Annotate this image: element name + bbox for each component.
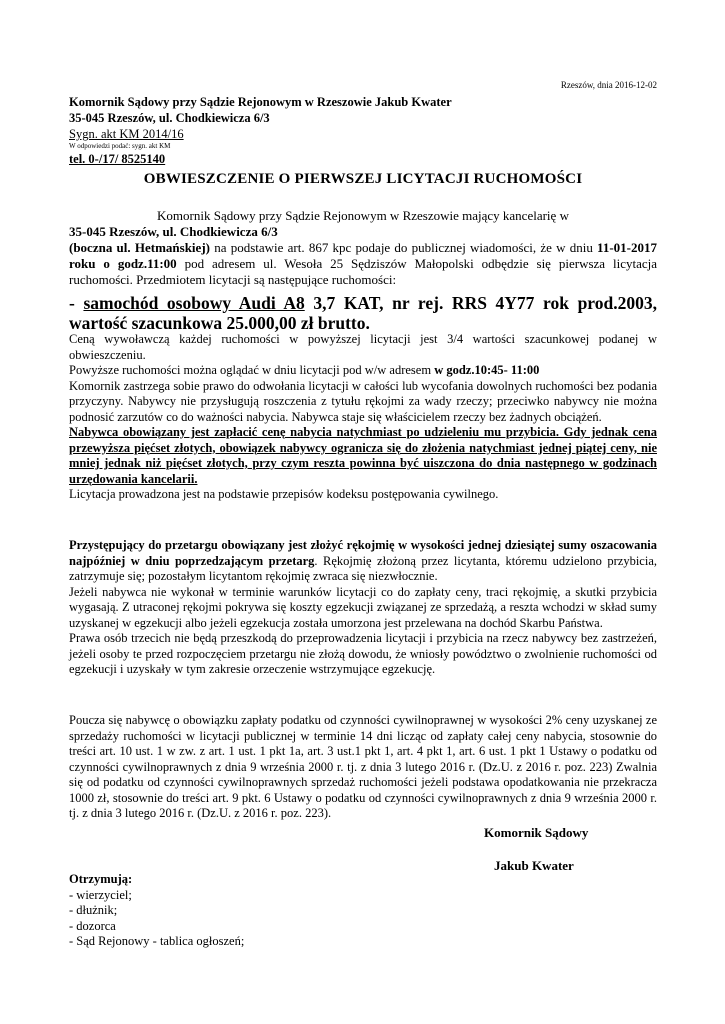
recipients-label: Otrzymują: — [69, 872, 133, 886]
street-note: (boczna ul. Hetmańskiej) — [69, 240, 210, 255]
intro-text-1: na podstawie art. 867 kpc podaje do publicznej wiadomości, że w dniu — [209, 240, 598, 255]
reply-note: W odpowiedzi podać: sygn. akt KM — [69, 142, 171, 150]
intro-text-2: pod adresem ul. Wesoła 25 Sędziszów Małopolski odbędzie się pierwsza licytacja ruchomości. Przedmiotem licytacji są następujące ruchomości: — [69, 256, 657, 287]
intro-line: Komornik Sądowy przy Sądzie Rejonowym w Rzeszowie mający kancelarię w — [157, 208, 569, 223]
letterhead — [69, 94, 452, 167]
letterhead-name: Komornik Sądowy przy Sądzie Rejonowym w Rzeszowie Jakub Kwater — [69, 95, 452, 109]
deposit-rest: . Rękojmię złożoną przez licytanta, któremu udzielono przybicia, zatrzymuje się; pozostałym licytantom rękojmię zwraca się niezwłocznie. — [69, 553, 658, 583]
intro-paragraph — [69, 240, 657, 288]
forfeit-paragraph: Jeżeli nabywca nie wykonał w terminie warunków licytacji co do zapłaty ceny, traci rękojmię, a skutki przybicia wygasają. Z utraconej rękojmi pokrywa się koszty egzekucji związanej ze sprzedażą, a reszta wchodzi w skład sumy uzyskanej w egzekucji albo jeżeli egzekucja została umorzona jest przelewana na dochód Skarbu Państwa. — [69, 584, 657, 630]
viewing-paragraph — [69, 363, 657, 379]
deposit-bold: Przystępujący do przetargu obowiązany jest złożyć rękojmię w wysokości jednej dziesiątej sumy oszacowania najpóźniej w dniu poprzedzającym przetarg — [69, 538, 657, 568]
item-details: 3,7 KAT, nr rej. RRS 4Y77 rok prod.2003, wartość szacunkowa 25.000,00 zł brutto. — [69, 293, 657, 333]
document-title: OBWIESZCZENIE O PIERWSZEJ LICYTACJI RUCHOMOŚCI — [143, 171, 583, 187]
deposit-section — [69, 538, 657, 678]
intro-address: 35-045 Rzeszów, ul. Chodkiewicza 6/3 — [69, 224, 278, 239]
list-item: - dłużnik; — [69, 903, 118, 917]
case-signature: Sygn. akt KM 2014/16 — [69, 127, 184, 141]
third-party-paragraph: Prawa osób trzecich nie będą przeszkodą do przeprowadzenia licytacji i przybicia na rzecz nabywcy bez zastrzeżeń, jeżeli osoby te przed rozpoczęciem przetargu nie złożą dowodu, że wniosły powództwo o zwolnienie ruchomości od egzekucji i uzyskały w tym zakresie orzeczenie wstrzymujące egzekucję. — [69, 631, 657, 676]
list-item: - wierzyciel; — [69, 887, 132, 902]
tax-paragraph: Poucza się nabywcę o obowiązku zapłaty podatku od czynności cywilnoprawnej w wysokości 2% ceny uzyskanej ze sprzedaży ruchomości w licytacji publicznej w terminie 14 dni licząc od zapłaty całej ceny nabycia, stosownie do treści art. 10 ust. 1 w zw. z art. 1 ust. 1 pkt 1a, art. 3 ust.1 pkt 1, art. 4 pkt 1, art. 6 ust. 1 pkt 1 Ustawy o podatku od czynności cywilnoprawnych z dnia 9 września 2000 r. tj. z dnia 3 lutego 2016 r. (Dz.U. z 2016 r. poz. 223) Zwalnia się od podatku od czynności cywilnoprawnych sprzedaż ruchomości jeżeli podstawa opodatkowania nie przekracza 1000 zł, stosownie do treści art. 9 pkt. 6 Ustawy o podatku od czynności cywilnoprawnych z dnia 9 września 2000 r. tj. z dnia 3 lutego 2016 r. (Dz.U. z 2016 r. poz. 223). — [69, 713, 657, 820]
deposit-paragraph — [69, 538, 657, 585]
viewing-time: w godz.10:45- 11:00 — [434, 363, 540, 377]
item-name: samochód osobowy Audi A8 — [83, 293, 305, 313]
item-dash: - — [69, 293, 84, 313]
list-item: - Sąd Rejonowy - tablica ogłoszeń; — [69, 934, 245, 948]
signature-role: Komornik Sądowy — [484, 825, 589, 840]
tax-section — [69, 713, 657, 822]
terms-section — [69, 332, 657, 503]
phone-number: tel. 0-/17/ 8525140 — [69, 152, 166, 166]
viewing-text: Powyższe ruchomości można oglądać w dniu licytacji pod w/w adresem — [69, 363, 435, 377]
letterhead-address: 35-045 Rzeszów, ul. Chodkiewicza 6/3 — [69, 111, 270, 125]
legal-basis-paragraph: Licytacja prowadzona jest na podstawie przepisów kodeksu postępowania cywilnego. — [69, 487, 499, 501]
auction-item — [69, 293, 657, 333]
payment-paragraph: Nabywca obowiązany jest zapłacić cenę nabycia natychmiast po udzieleniu mu przybicia. Gdy jednak cena przewyższa pięćset złotych, obowiązek nabywcy ogranicza się do złożenia natychmiast jednej piątej ceny, nie mniej jednak niż pięćset złotych, przy czym reszta powinna być uiszczona do dnia następnego w godzinach urzędowania kancelarii. — [69, 425, 657, 486]
recipients — [69, 872, 244, 950]
starting-price-paragraph: Ceną wywoławczą każdej ruchomości w powyższej licytacji jest 3/4 wartości szacunkowej podanej w obwieszczeniu. — [69, 332, 657, 362]
list-item: - dozorca — [69, 918, 116, 933]
auction-datetime: 11-01-2017 roku o godz.11:00 — [69, 240, 657, 271]
intro-section — [69, 208, 657, 288]
document-date: Rzeszów, dnia 2016-12-02 — [560, 80, 657, 90]
reservation-paragraph: Komornik zastrzega sobie prawo do odwołania licytacji w całości lub wycofania dowolnych ruchomości bez podania przyczyny. Nabywcy nie przysługują roszczenia z tytułu rękojmi za wady rzeczy; przeciwko nabywcy nie można podnosić zarzutów co do ważności nabycia. Nabywca staje się właścicielem rzeczy bez żadnych obciążeń. — [69, 378, 657, 424]
signature-name: Jakub Kwater — [494, 858, 574, 873]
recipients-list — [69, 888, 244, 950]
